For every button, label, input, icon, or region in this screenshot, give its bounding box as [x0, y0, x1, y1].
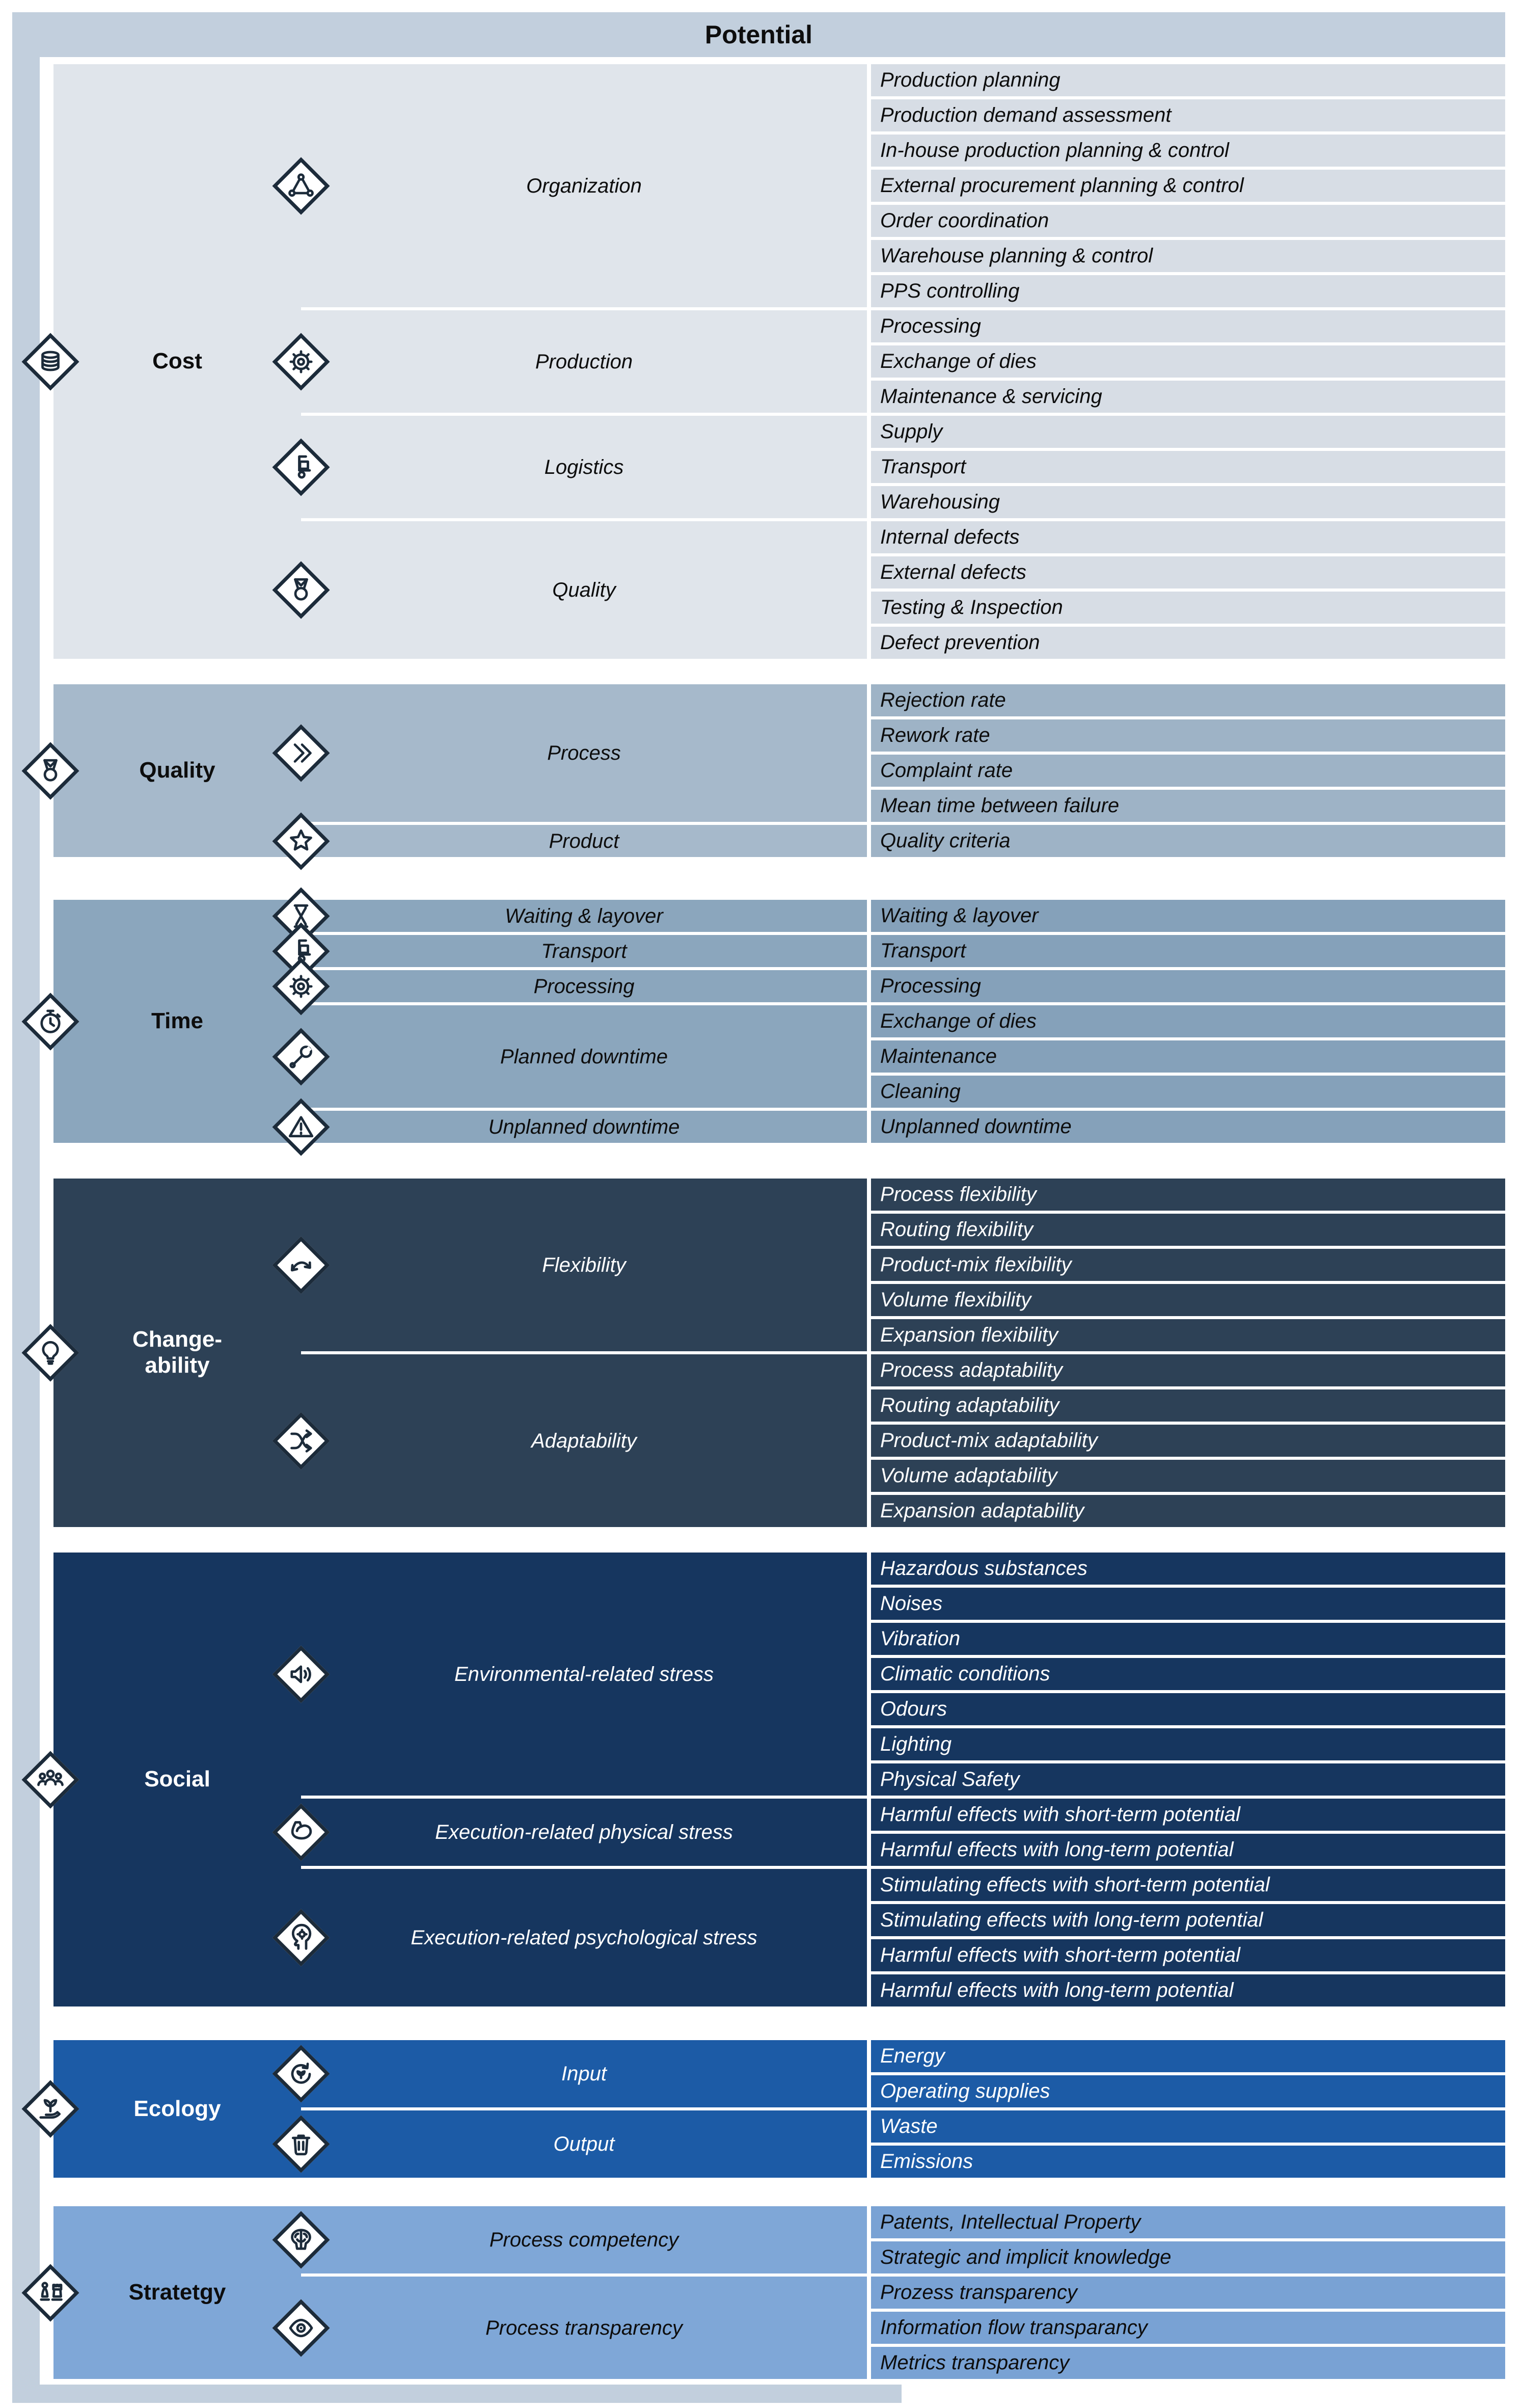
items-column: [871, 64, 1505, 659]
category-cell-quality: [53, 684, 301, 857]
item-row: Prozess transparency: [871, 2277, 1505, 2309]
items-column: [871, 1553, 1505, 2006]
section-time: [53, 900, 1505, 1143]
item-row: Routing adaptability: [871, 1389, 1505, 1422]
item-row: Harmful effects with short-term potential: [871, 1939, 1505, 1971]
item-row: Volume adaptability: [871, 1460, 1505, 1492]
items-column: [871, 900, 1505, 1143]
subcategory-column: [301, 684, 867, 857]
subcategory-band: [301, 1179, 867, 1351]
item-row: Maintenance & servicing: [871, 381, 1505, 413]
subcategory-label: Process transparency: [485, 2316, 683, 2339]
branch-arrows-icon: [272, 1412, 330, 1470]
item-row: Quality criteria: [871, 825, 1505, 857]
section-cost: [53, 64, 1505, 659]
flex-arrow-icon: [272, 1236, 330, 1294]
speaker-icon: [272, 1645, 330, 1703]
item-row: External procurement planning & control: [871, 170, 1505, 202]
item-row: Mean time between failure: [871, 790, 1505, 822]
subcategory-column: [301, 1553, 867, 2006]
item-row: Production demand assessment: [871, 99, 1505, 131]
star-icon: [272, 812, 330, 870]
item-row: Waste: [871, 2110, 1505, 2143]
subcategory-band: [301, 1005, 867, 1108]
subcategory-column: [301, 900, 867, 1143]
items-column: [871, 2040, 1505, 2178]
item-row: Unplanned downtime: [871, 1111, 1505, 1143]
section-quality: [53, 684, 1505, 857]
category-label: Ecology: [133, 2096, 221, 2121]
section-ecology: [53, 2040, 1505, 2178]
item-row: Processing: [871, 970, 1505, 1002]
subcategory-band: [301, 935, 867, 967]
item-row: Warehousing: [871, 486, 1505, 518]
item-row: Emissions: [871, 2146, 1505, 2178]
item-row: Processing: [871, 310, 1505, 342]
subcategory-label: Unplanned downtime: [488, 1115, 680, 1138]
item-row: Information flow transparancy: [871, 2312, 1505, 2344]
item-row: Stimulating effects with short-term potential: [871, 1869, 1505, 1901]
brain-icon: [272, 2211, 330, 2269]
item-row: Lighting: [871, 1728, 1505, 1760]
subcategory-label: Processing: [533, 975, 635, 998]
item-row: Operating supplies: [871, 2075, 1505, 2107]
stopwatch-icon: [21, 993, 79, 1051]
item-row: Harmful effects with short-term potential: [871, 1799, 1505, 1831]
subcategory-label: Execution-related psychological stress: [411, 1927, 757, 1949]
items-column: [871, 684, 1505, 857]
subcategory-band: [301, 684, 867, 822]
item-row: Rework rate: [871, 719, 1505, 752]
section-change-ability: [53, 1179, 1505, 1527]
subcategory-column: [301, 2040, 867, 2178]
item-row: Expansion adaptability: [871, 1495, 1505, 1527]
subcategory-label: Adaptability: [531, 1429, 637, 1452]
item-row: Defect prevention: [871, 627, 1505, 659]
item-row: Noises: [871, 1588, 1505, 1620]
category-label: Change-ability: [132, 1327, 222, 1378]
subcategory-band: [301, 1553, 867, 1796]
medal-icon: [272, 561, 330, 619]
category-cell-social: [53, 1553, 301, 2006]
item-row: Maintenance: [871, 1040, 1505, 1073]
section-stratetgy: [53, 2206, 1505, 2379]
category-cell-ecology: [53, 2040, 301, 2178]
item-row: Rejection rate: [871, 684, 1505, 716]
subcategory-label: Process: [547, 742, 621, 764]
eye-icon: [272, 2299, 330, 2357]
item-row: PPS controlling: [871, 275, 1505, 307]
subcategory-band: [301, 2040, 867, 2107]
subcategory-label: Output: [553, 2133, 615, 2155]
category-cell-change-ability: [53, 1179, 301, 1527]
subcategory-band: [301, 970, 867, 1002]
item-row: Process adaptability: [871, 1354, 1505, 1386]
item-row: Transport: [871, 451, 1505, 483]
subcategory-band: [301, 521, 867, 659]
item-row: External defects: [871, 556, 1505, 588]
item-row: Odours: [871, 1693, 1505, 1725]
page-title-bar: [12, 12, 1505, 57]
item-row: Complaint rate: [871, 755, 1505, 787]
process-network-icon: [272, 157, 330, 215]
section-social: [53, 1553, 1505, 2006]
chess-icon: [21, 2264, 79, 2322]
subcategory-label: Waiting & layover: [505, 904, 663, 927]
recycle-plant-icon: [272, 2045, 330, 2103]
item-row: Internal defects: [871, 521, 1505, 553]
gear-icon: [272, 957, 330, 1015]
subcategory-band: [301, 2110, 867, 2178]
category-label: Quality: [139, 758, 215, 783]
item-row: Climatic conditions: [871, 1658, 1505, 1690]
subcategory-label: Production: [535, 350, 633, 373]
item-row: Expansion flexibility: [871, 1319, 1505, 1351]
warning-icon: [272, 1098, 330, 1156]
category-label: Time: [151, 1008, 203, 1034]
subcategory-label: Quality: [552, 579, 616, 601]
subcategory-label: Organization: [526, 174, 642, 197]
category-cell-cost: [53, 64, 301, 659]
item-row: Vibration: [871, 1623, 1505, 1655]
subcategory-label: Product: [549, 830, 619, 852]
item-row: Harmful effects with long-term potential: [871, 1974, 1505, 2006]
item-row: Product-mix flexibility: [871, 1249, 1505, 1281]
item-row: Warehouse planning & control: [871, 240, 1505, 272]
subcategory-label: Execution-related physical stress: [435, 1821, 733, 1843]
left-spine-bar: [12, 57, 40, 2403]
hand-plant-icon: [21, 2080, 79, 2138]
subcategory-label: Process competency: [489, 2229, 679, 2251]
item-row: Strategic and implicit knowledge: [871, 2241, 1505, 2273]
subcategory-band: [301, 1354, 867, 1527]
item-row: Order coordination: [871, 205, 1505, 237]
subcategory-label: Planned downtime: [500, 1045, 668, 1068]
item-row: Metrics transparency: [871, 2347, 1505, 2379]
item-row: Transport: [871, 935, 1505, 967]
item-row: Testing & Inspection: [871, 592, 1505, 624]
subcategory-band: [301, 1799, 867, 1866]
item-row: Product-mix adaptability: [871, 1425, 1505, 1457]
item-row: Production planning: [871, 64, 1505, 96]
item-row: Cleaning: [871, 1076, 1505, 1108]
subcategory-band: [301, 310, 867, 413]
subcategory-band: [301, 416, 867, 518]
sections-container: [53, 64, 1505, 2379]
item-row: Volume flexibility: [871, 1284, 1505, 1316]
category-cell-time: [53, 900, 301, 1143]
subcategory-column: [301, 2206, 867, 2379]
hand-truck-icon: [272, 438, 330, 496]
subcategory-band: [301, 825, 867, 857]
coins-icon: [21, 333, 79, 391]
items-column: [871, 1179, 1505, 1527]
category-label: Social: [144, 1767, 210, 1792]
category-cell-stratetgy: [53, 2206, 301, 2379]
item-row: Physical Safety: [871, 1763, 1505, 1796]
chevrons-icon: [272, 724, 330, 782]
item-row: Waiting & layover: [871, 900, 1505, 932]
item-row: Process flexibility: [871, 1179, 1505, 1211]
page-title: Potential: [704, 20, 813, 49]
wrench-icon: [272, 1028, 330, 1086]
subcategory-band: [301, 900, 867, 932]
item-row: Routing flexibility: [871, 1214, 1505, 1246]
subcategory-band: [301, 2277, 867, 2379]
subcategory-label: Logistics: [544, 456, 624, 478]
subcategory-label: Environmental-related stress: [454, 1663, 714, 1685]
item-row: Stimulating effects with long-term potential: [871, 1904, 1505, 1936]
item-row: Hazardous substances: [871, 1553, 1505, 1585]
item-row: Energy: [871, 2040, 1505, 2072]
subcategory-label: Input: [561, 2063, 607, 2085]
subcategory-column: [301, 64, 867, 659]
bottom-frame-bar: [12, 2385, 902, 2403]
subcategory-band: [301, 1869, 867, 2006]
category-label: Cost: [152, 349, 202, 374]
subcategory-band: [301, 2206, 867, 2273]
item-row: Harmful effects with long-term potential: [871, 1834, 1505, 1866]
item-row: Patents, Intellectual Property: [871, 2206, 1505, 2238]
item-row: Supply: [871, 416, 1505, 448]
subcategory-label: Flexibility: [542, 1253, 626, 1276]
item-row: In-house production planning & control: [871, 135, 1505, 167]
trash-icon: [272, 2115, 330, 2173]
gear-icon: [272, 333, 330, 391]
subcategory-band: [301, 64, 867, 307]
category-label: Stratetgy: [128, 2280, 226, 2305]
muscle-icon: [272, 1803, 330, 1861]
lightbulb-icon: [21, 1324, 79, 1382]
items-column: [871, 2206, 1505, 2379]
subcategory-band: [301, 1111, 867, 1143]
subcategory-column: [301, 1179, 867, 1527]
medal-icon: [21, 742, 79, 800]
item-row: Exchange of dies: [871, 345, 1505, 378]
item-row: Exchange of dies: [871, 1005, 1505, 1037]
subcategory-label: Transport: [541, 940, 627, 962]
head-brain-icon: [272, 1909, 330, 1967]
people-icon: [21, 1751, 79, 1809]
